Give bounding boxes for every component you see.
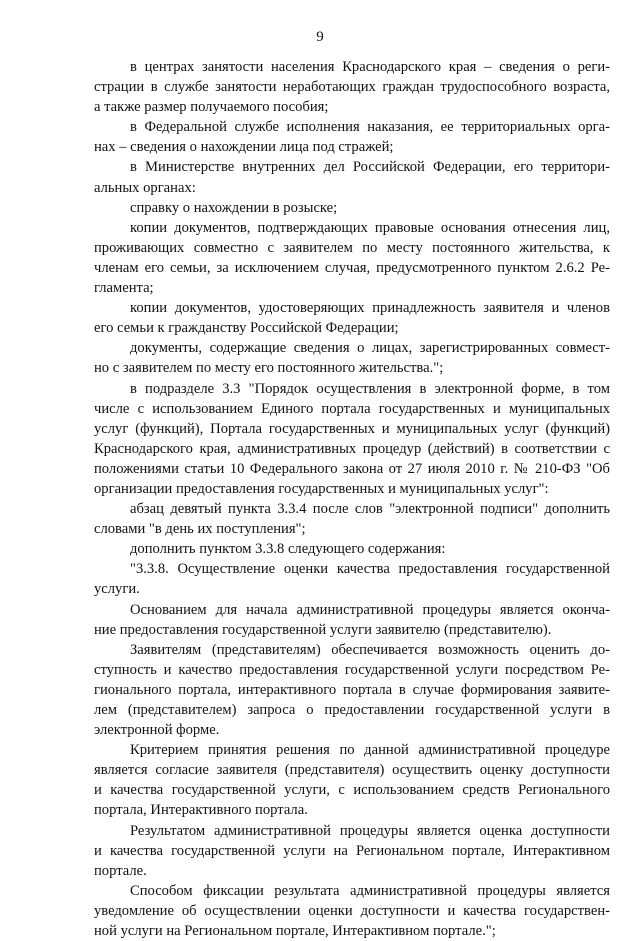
document-body: [94, 57, 610, 941]
text-line: справку о нахождении в розыске;: [130, 199, 338, 216]
text-line: уведомление об осуществлении оценки доступности и качества государствен-: [94, 902, 610, 919]
text-line: дополнить пунктом 3.3.8 следующего содержания:: [130, 541, 446, 558]
text-line: лем (представителем) запроса о предоставлении государственной услуги в: [94, 702, 610, 718]
text-line: Основанием для начала административной процедуры является оконча-: [130, 601, 610, 618]
text-line: гламента;: [94, 280, 154, 297]
text-line: гионального портала, интерактивного портала в случае формирования заявите-: [94, 681, 610, 698]
text-line: нах – сведения о нахождении лица под стражей;: [94, 139, 394, 156]
text-line: его семьи к гражданству Российской Федерации;: [94, 320, 399, 337]
text-line: членам его семьи, за исключением случая, предусмотренного пунктом 2.6.2 Ре-: [94, 259, 610, 276]
page-number: 9: [316, 29, 324, 45]
text-line: услуги.: [94, 581, 140, 598]
text-line: проживающих совместно с заявителем по месту постоянного жительства, к: [94, 239, 610, 256]
text-line: ние предоставления государственной услуги заявителю (представителю).: [94, 621, 552, 638]
text-line: является согласие заявителя (представителя) осуществить оценку доступности: [94, 762, 610, 779]
text-line: Способом фиксации результата административной процедуры является: [130, 882, 610, 899]
text-line: ступность и качество предоставления государственной услуги посредством Ре-: [94, 661, 610, 678]
text-line: "3.3.8. Осуществление оценки качества предоставления государственной: [130, 561, 610, 578]
text-line: электронной форме.: [94, 722, 220, 739]
text-line: числе с использованием Единого портала государственных и муниципальных: [94, 400, 610, 417]
text-line: услуг (функций), Портала государственных и муниципальных услуг (функций): [94, 420, 610, 437]
text-line: организации предоставления государственных и муниципальных услуг":: [94, 480, 549, 497]
text-line: ной услуги на Региональном портале, Интерактивном портале.";: [94, 923, 496, 940]
text-line: Результатом административной процедуры является оценка доступности: [130, 822, 610, 839]
text-line: и качества государственной услуги, с использованием средств Регионального: [94, 782, 610, 799]
text-line: положениями статьи 10 Федерального закона от 27 июля 2010 г. № 210-ФЗ "Об: [94, 460, 610, 477]
text-line: Критерием принятия решения по данной административной процедуре: [130, 742, 610, 759]
text-line: а также размер получаемого пособия;: [94, 99, 329, 116]
text-line: и качества государственной услуги на Региональном портале, Интерактивном: [94, 842, 610, 859]
text-line: Краснодарского края, административных процедур (действий) в соответствии с: [94, 440, 610, 457]
text-line: в Федеральной службе исполнения наказания, ее территориальных орга-: [130, 119, 610, 136]
text-line: в центрах занятости населения Краснодарского края – сведения о реги-: [130, 59, 610, 75]
text-line: Заявителям (представителям) обеспечивается возможность оценить до-: [130, 641, 610, 658]
text-line: но с заявителем по месту его постоянного жительства.";: [94, 360, 444, 377]
text-line: страции в службе занятости неработающих граждан трудоспособного возраста,: [94, 79, 610, 96]
text-line: копии документов, подтверждающих правовые основания отнесения лиц,: [130, 219, 610, 236]
text-line: словами "в день их поступления";: [94, 521, 306, 538]
text-line: в Министерстве внутренних дел Российской Федерации, его территори-: [130, 159, 610, 176]
text-line: копии документов, удостоверяющих принадлежность заявителя и членов: [130, 300, 610, 317]
text-line: абзац девятый пункта 3.3.4 после слов "электронной подписи" дополнить: [130, 501, 610, 518]
text-line: документы, содержащие сведения о лицах, зарегистрированных совмест-: [130, 340, 610, 357]
text-line: альных органах:: [94, 179, 196, 196]
text-line: портала, Интерактивного портала.: [94, 802, 308, 819]
text-line: в подразделе 3.3 "Порядок осуществления в электронной форме, в том: [130, 380, 610, 397]
text-line: портале.: [94, 862, 147, 879]
